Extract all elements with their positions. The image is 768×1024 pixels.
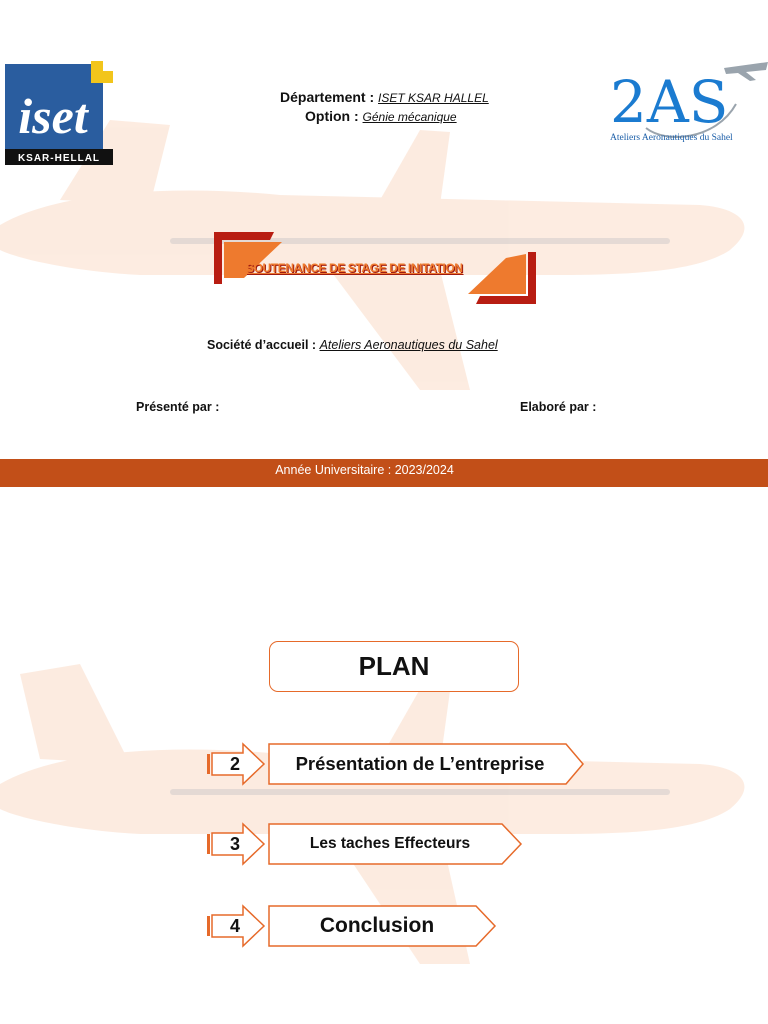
iset-logo <box>5 61 113 165</box>
svg-text:iset: iset <box>18 88 88 144</box>
plan-item <box>200 822 590 868</box>
societe-value: Ateliers Aeronautiques du Sahel <box>319 338 498 352</box>
plan-item-label: Présentation de L’entreprise <box>295 753 545 774</box>
plan-item-number: 4 <box>229 915 240 936</box>
plan-item <box>200 742 590 788</box>
plan-title: PLAN <box>358 651 430 681</box>
presente-label: Présenté par : <box>136 400 220 414</box>
logo-right-subtitle: Ateliers Aeronautiques du Sahel <box>610 133 733 143</box>
logo-left-text: KSAR-HELLAL <box>17 153 101 164</box>
societe-line <box>207 338 498 352</box>
department-label: Département : <box>280 89 375 105</box>
societe-label: Société d’accueil : <box>207 338 317 352</box>
option-line <box>305 108 457 124</box>
plan-item-number: 3 <box>229 833 240 854</box>
elabore-label: Elaboré par : <box>520 400 597 414</box>
airplane-icon <box>724 62 768 81</box>
plan-title-box <box>269 641 519 692</box>
plan-item-label: Les taches Effecteurs <box>309 835 471 852</box>
option-label: Option : <box>305 108 359 124</box>
plan-item-number: 2 <box>229 753 240 774</box>
plan-slide <box>0 524 768 1024</box>
annee-universitaire: Année Universitaire : 2023/2024 <box>275 463 454 477</box>
option-value: Génie mécanique <box>362 110 457 124</box>
logo-right-text: 2AS <box>610 68 729 136</box>
plan-item-label: Conclusion <box>319 914 435 937</box>
footer-bar <box>0 459 768 487</box>
plan-item <box>200 904 590 950</box>
slide-title: SOUTENANCE DE STAGE DE INITATION <box>246 261 463 275</box>
department-line <box>280 89 489 105</box>
department-value: ISET KSAR HALLEL <box>378 91 489 105</box>
cover-slide <box>0 0 768 500</box>
2as-logo <box>606 52 768 148</box>
